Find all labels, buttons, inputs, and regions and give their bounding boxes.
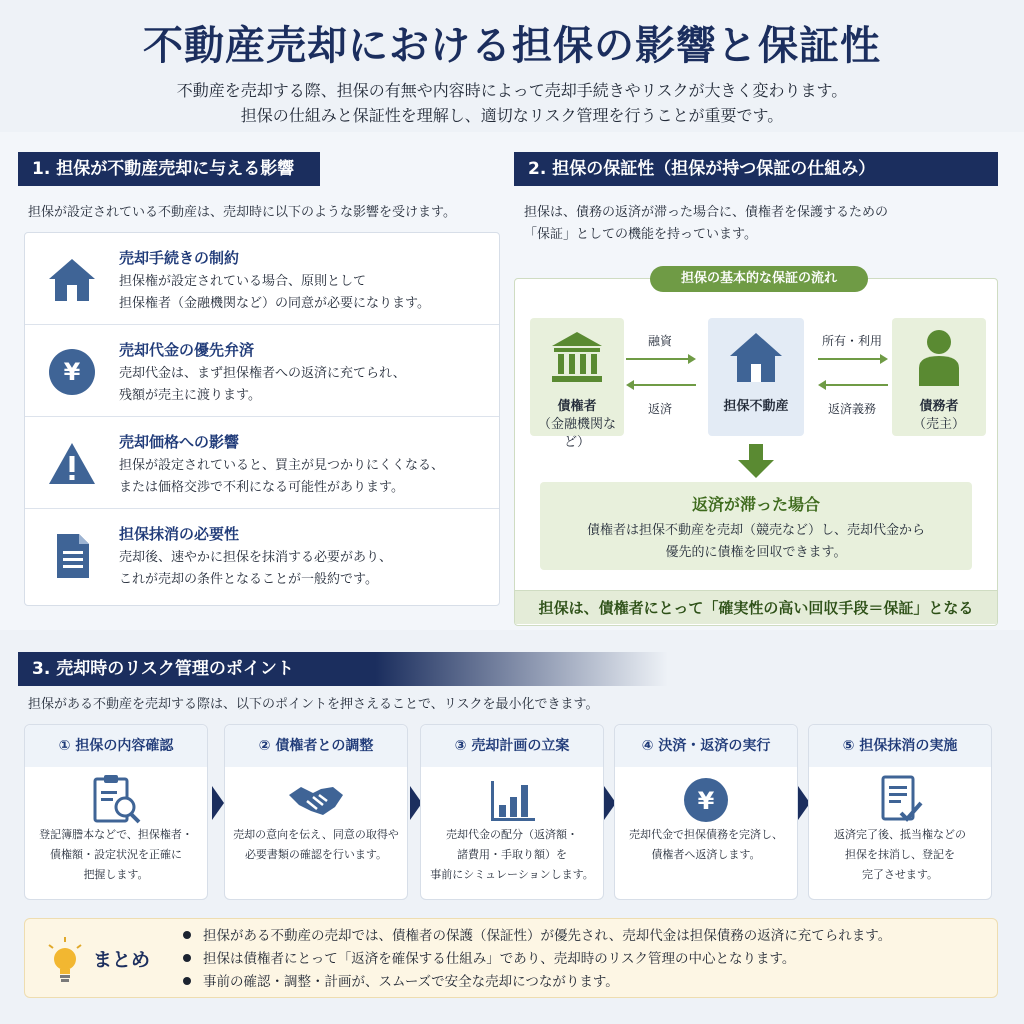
impact-text-line: 担保が設定されていると、買主が見つかりにくくなる、 <box>119 458 445 473</box>
debtor-node <box>892 318 986 436</box>
risk-step <box>24 724 208 900</box>
impact-text-line: または価格交渉で不利になる可能性があります。 <box>119 480 404 495</box>
impact-text <box>119 271 430 315</box>
summary-title: まとめ <box>93 949 151 971</box>
step-text-line: 売却代金の配分（返済額・ <box>446 828 578 841</box>
house-icon <box>728 330 784 384</box>
impact-title: 売却代金の優先弁済 <box>119 341 255 359</box>
warning-icon <box>47 439 97 489</box>
summary-point-text: 事前の確認・調整・計画が、スムーズで安全な売却につながります。 <box>203 974 619 990</box>
debtor-sublabel: （売主） <box>912 417 965 432</box>
step-text-line: 登記簿謄本などで、担保権者・ <box>39 828 193 841</box>
section2-desc-line: 「保証」としての機能を持っています。 <box>524 227 757 242</box>
impact-text <box>119 363 406 407</box>
default-case-title: 返済が滞った場合 <box>691 495 820 514</box>
summary-box <box>24 918 998 998</box>
step-text-line: 売却代金で担保債務を完済し、 <box>629 828 783 841</box>
step-title: ⑤ 担保抹消の実施 <box>809 725 991 767</box>
risk-step <box>420 724 604 900</box>
person-icon <box>916 328 962 388</box>
default-case-line: 債権者は担保不動産を売却（競売など）し、売却代金から <box>586 523 925 538</box>
summary-point-text: 担保は債権者にとって「返済を確保する仕組み」であり、売却時のリスク管理の中心となります。 <box>203 951 796 967</box>
arrow-label-repay: 返済 <box>647 402 672 416</box>
summary-point <box>183 948 891 971</box>
step-text-line: 債権額・設定状況を正確に <box>50 848 182 861</box>
creditor-node <box>530 318 624 450</box>
impact-item <box>25 233 499 325</box>
section2-desc <box>524 202 888 246</box>
handshake-icon <box>287 771 345 829</box>
bullet-icon <box>183 931 191 939</box>
section1-desc: 担保が設定されている不動産は、売却時に以下のような影響を受けます。 <box>28 205 456 220</box>
arrow-left-icon <box>626 378 696 392</box>
impact-text <box>119 547 392 591</box>
yen-coin-icon <box>677 771 735 829</box>
default-case-box <box>540 482 972 570</box>
step-text <box>813 825 987 885</box>
step-text <box>425 825 599 885</box>
summary-point <box>183 925 891 948</box>
arrow-right-icon <box>818 352 888 366</box>
step-title: ① 担保の内容確認 <box>25 725 207 767</box>
step-text-line: 完了させます。 <box>861 868 939 881</box>
impact-title: 売却価格への影響 <box>119 433 240 451</box>
section3-heading: 3. 売却時のリスク管理のポイント <box>18 652 668 686</box>
impact-item <box>25 325 499 417</box>
arrow-left-icon <box>818 378 888 392</box>
svg-text:¥: ¥ <box>63 358 81 386</box>
default-case-line: 優先的に債権を回収できます。 <box>665 545 847 560</box>
step-title: ② 債権者との調整 <box>225 725 407 767</box>
bar-chart-icon <box>483 771 541 829</box>
chevron-right-icon <box>212 786 224 820</box>
step-text-line: 把握します。 <box>83 868 149 881</box>
risk-step <box>808 724 992 900</box>
intro-line-1: 不動産を売却する際、担保の有無や内容時によって売却手続きやリスクが大きく変わります。 <box>176 81 848 100</box>
arrow-label-own: 所有・利用 <box>821 334 882 348</box>
impact-text-line: 売却代金は、まず担保権者への返済に充てられ、 <box>119 366 406 381</box>
impact-text-line: 担保権が設定されている場合、原則として <box>119 274 367 289</box>
section2-heading: 2. 担保の保証性（担保が持つ保証の仕組み） <box>514 152 998 186</box>
yen-icon <box>47 347 97 397</box>
step-text-line: 事前にシミュレーションします。 <box>430 868 594 881</box>
house-icon <box>47 255 97 305</box>
bullet-icon <box>183 954 191 962</box>
step-text-line: 売却の意向を伝え、同意の取得や <box>233 828 399 841</box>
impact-item <box>25 417 499 509</box>
flow-title-pill: 担保の基本的な保証の流れ <box>650 266 868 292</box>
summary-point-text: 担保がある不動産の売却では、債権者の保護（保証性）が優先され、売却代金は担保債務の返済に充てられます。 <box>203 928 892 944</box>
guarantee-conclusion: 担保は、債権者にとって「確実性の高い回収手段＝保証」となる <box>515 590 997 624</box>
collateral-node <box>708 318 804 436</box>
summary-point <box>183 971 891 994</box>
page-title: 不動産売却における担保の影響と保証性 <box>143 23 881 69</box>
impact-list <box>24 232 500 606</box>
impact-text <box>119 455 444 499</box>
step-text-line: 担保を抹消し、登記を <box>845 848 955 861</box>
page-intro <box>0 78 1024 128</box>
collateral-label: 担保不動産 <box>723 399 789 414</box>
summary-list <box>183 925 891 994</box>
step-text-line: 債権者へ返済します。 <box>651 848 761 861</box>
impact-text-line: 担保権者（金融機関など）の同意が必要になります。 <box>119 296 430 311</box>
impact-text-line: これが売却の条件となることが一般約です。 <box>119 572 378 587</box>
step-text-line: 必要書類の確認を行います。 <box>244 848 388 861</box>
lightbulb-icon <box>45 937 85 983</box>
arrow-label-duty: 返済義務 <box>827 402 876 416</box>
risk-step <box>224 724 408 900</box>
arrow-label-loan: 融資 <box>647 334 672 348</box>
step-title: ④ 決済・返済の実行 <box>615 725 797 767</box>
step-text-line: 返済完了後、抵当権などの <box>834 828 966 841</box>
impact-text-line: 売却後、速やかに担保を抹消する必要があり、 <box>119 550 393 565</box>
document-icon <box>47 531 97 581</box>
impact-text-line: 残額が売主に渡ります。 <box>119 388 261 403</box>
risk-step <box>614 724 798 900</box>
svg-text:¥: ¥ <box>697 787 715 815</box>
impact-title: 売却手続きの制約 <box>119 249 240 267</box>
step-title: ③ 売却計画の立案 <box>421 725 603 767</box>
step-text <box>619 825 793 865</box>
impact-title: 担保抹消の必要性 <box>119 525 240 543</box>
arrow-right-icon <box>626 352 696 366</box>
creditor-sublabel: （金融機関など） <box>537 417 616 450</box>
step-text <box>29 825 203 885</box>
default-case-text <box>540 520 972 564</box>
section3-desc: 担保がある不動産を売却する際は、以下のポイントを押さえることで、リスクを最小化できます。 <box>28 697 599 712</box>
step-text <box>229 825 403 865</box>
document-check-icon <box>871 771 929 829</box>
creditor-label: 債権者 <box>557 399 597 414</box>
bank-icon <box>550 330 604 384</box>
clipboard-search-icon <box>87 771 145 829</box>
step-text-line: 諸費用・手取り額）を <box>457 848 567 861</box>
intro-line-2: 担保の仕組みと保証性を理解し、適切なリスク管理を行うことが重要です。 <box>240 106 784 125</box>
impact-item <box>25 509 499 601</box>
debtor-label: 債務者 <box>919 399 959 414</box>
arrow-down-icon <box>738 444 774 478</box>
bullet-icon <box>183 977 191 985</box>
section2-desc-line: 担保は、債務の返済が滞った場合に、債権者を保護するための <box>524 205 889 220</box>
section1-heading: 1. 担保が不動産売却に与える影響 <box>18 152 320 186</box>
